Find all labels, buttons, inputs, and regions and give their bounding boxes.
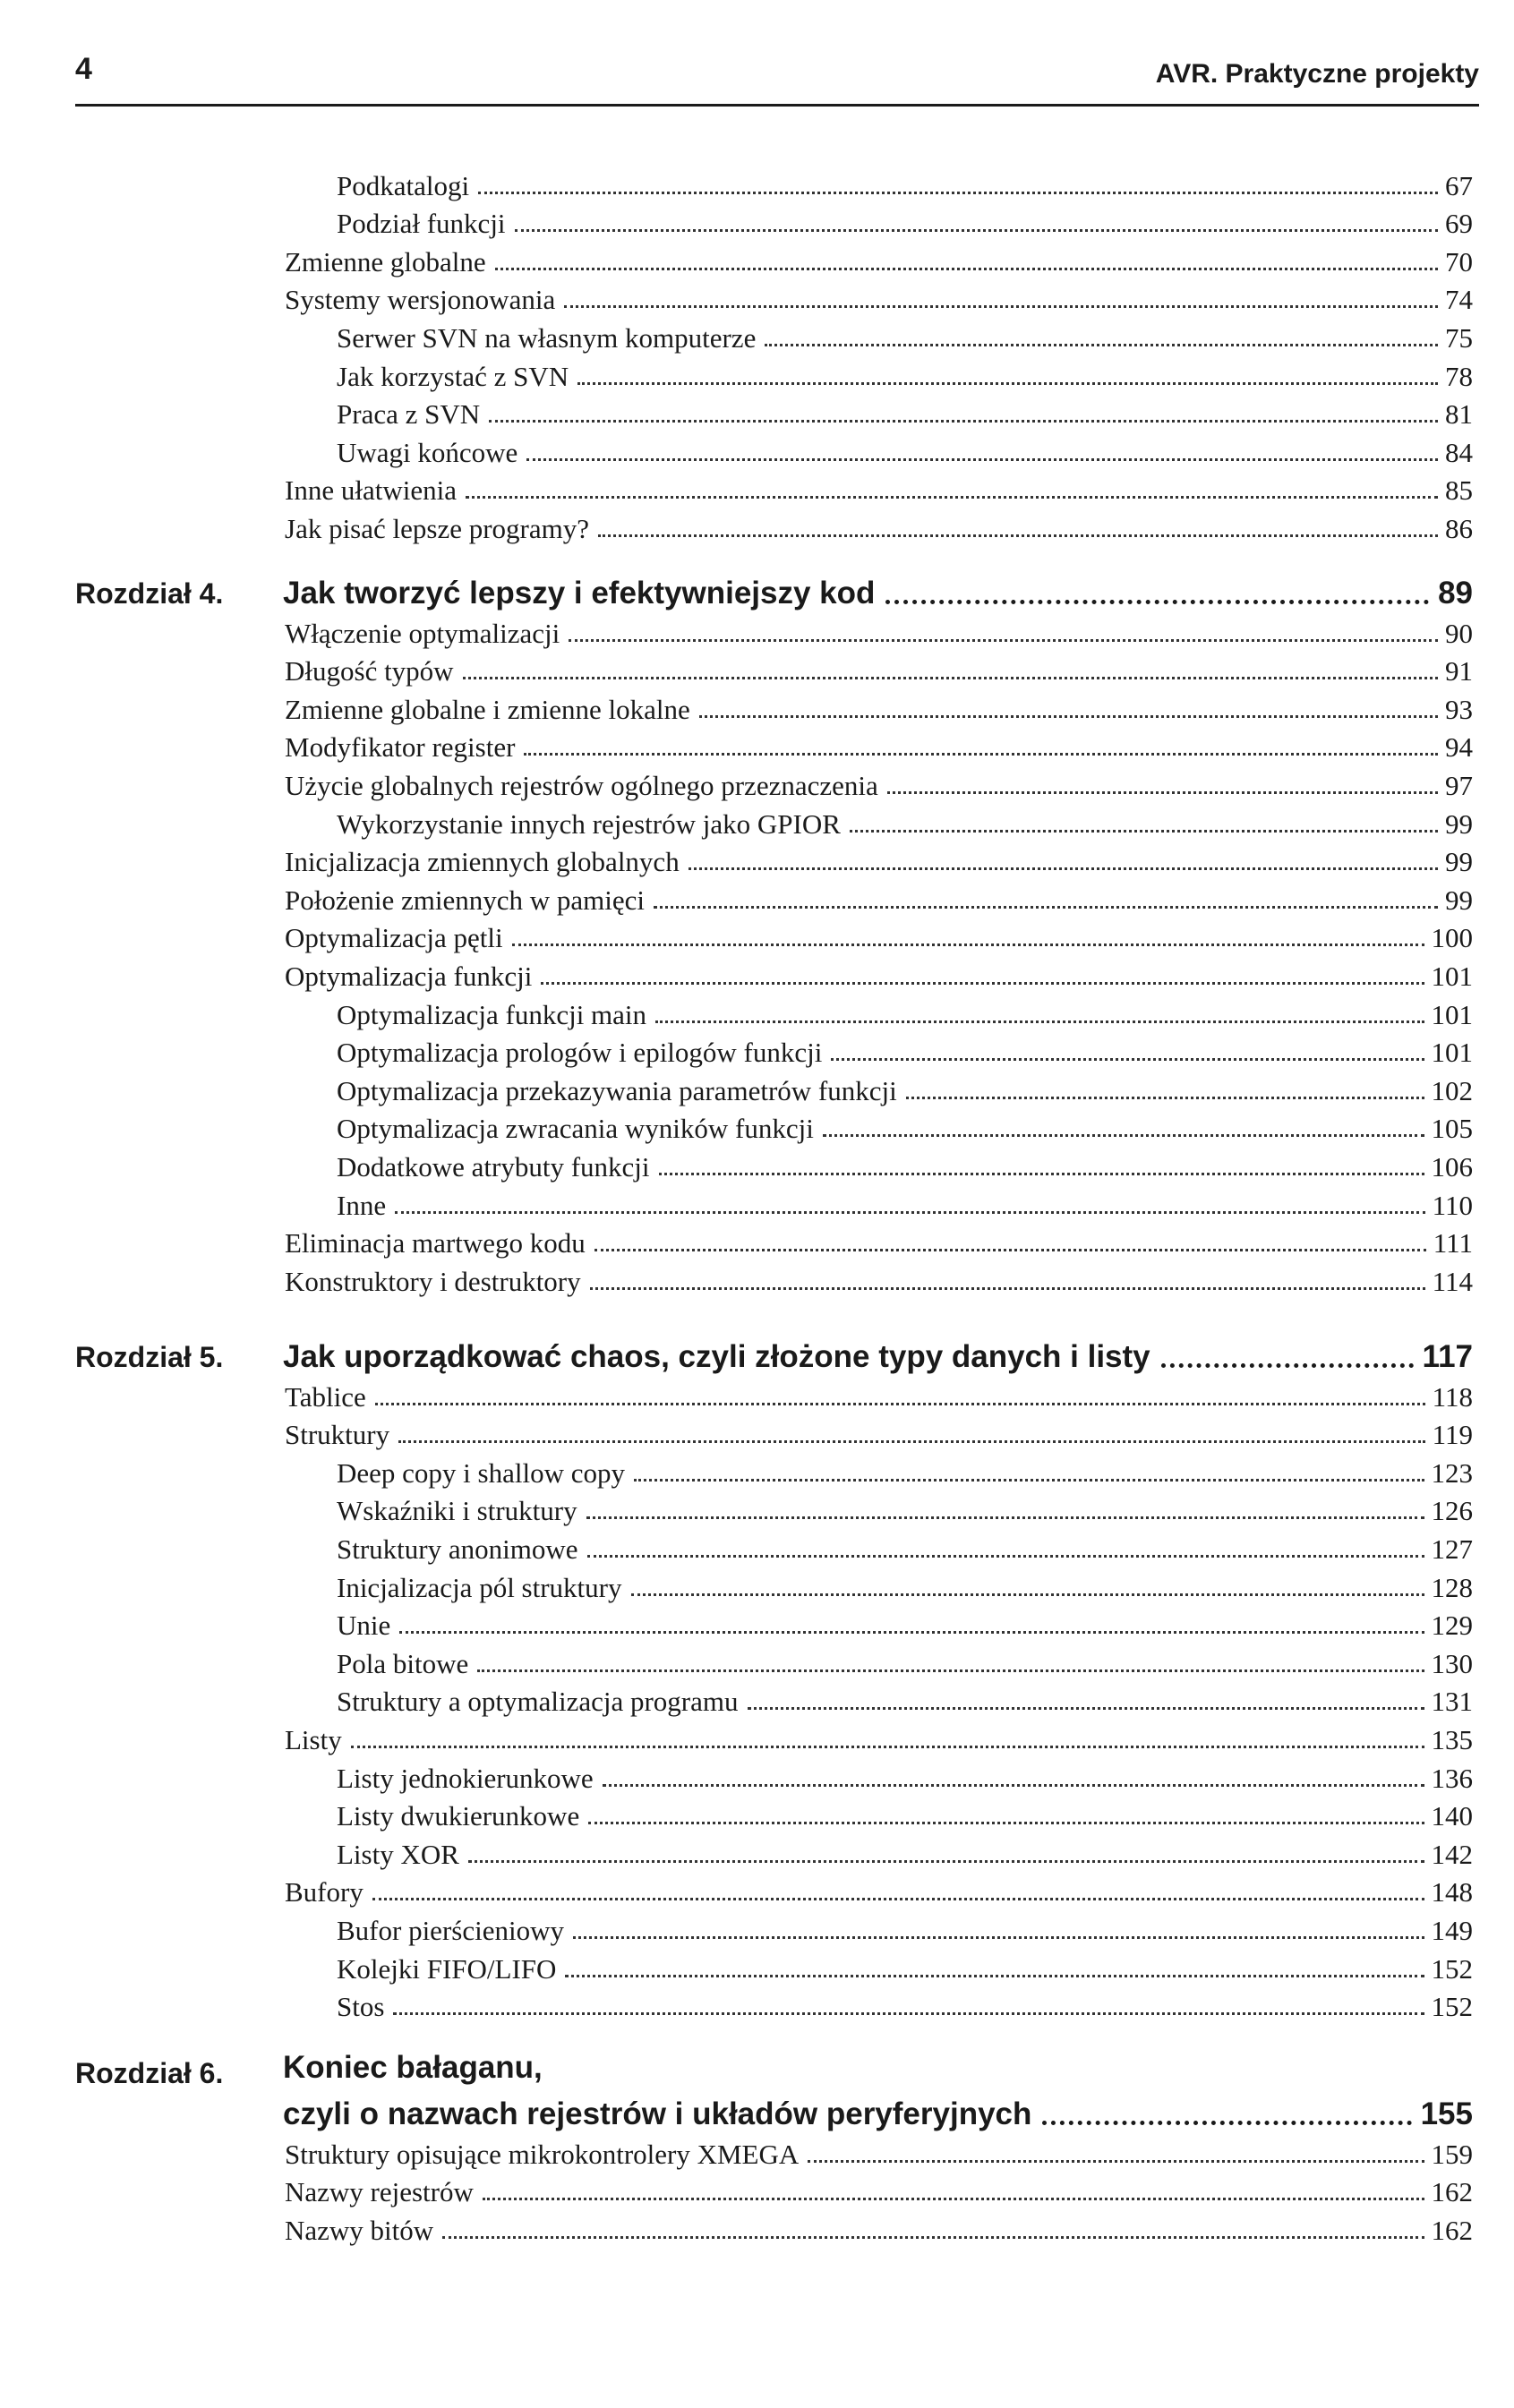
toc-entry-title: Optymalizacja funkcji main: [337, 998, 647, 1030]
toc-entry-page: 142: [1431, 1838, 1473, 1870]
toc-entry-page: 81: [1445, 398, 1473, 431]
toc-entry: [337, 1908, 1473, 1947]
toc-entry: [285, 1718, 1473, 1756]
toc-entry-title: Modyfikator register: [285, 731, 516, 764]
toc-entry: [285, 841, 1473, 879]
toc-entry-page: 106: [1431, 1150, 1473, 1183]
dot-leader: [831, 1058, 1424, 1061]
toc-entry: [337, 1566, 1473, 1604]
toc-entry-page: 101: [1431, 1037, 1473, 1069]
chapter-label: Rozdział 6.: [75, 2057, 224, 2089]
dot-leader: [887, 791, 1438, 794]
toc-entry-page: 94: [1445, 731, 1473, 764]
dot-leader: [631, 1593, 1424, 1596]
toc-entry-page: 74: [1445, 284, 1473, 316]
toc-entry-title: Listy jednokierunkowe: [337, 1762, 594, 1794]
toc-entry: [285, 611, 1473, 650]
toc-entry: [285, 278, 1473, 317]
toc-entry-page: 99: [1445, 846, 1473, 878]
dot-leader: [573, 1936, 1424, 1939]
toc-entry: [337, 202, 1473, 241]
toc-chapter: [0, 2050, 1514, 2247]
toc-entry-title: Stos: [337, 1991, 385, 2023]
toc-entry-page: 135: [1431, 1723, 1473, 1755]
toc-entry: [337, 393, 1473, 431]
chapter-title: [283, 570, 1473, 611]
toc-entry: [337, 1795, 1473, 1833]
toc-entry-title: Zmienne globalne i zmienne lokalne: [285, 693, 690, 725]
toc-entry: [337, 1107, 1473, 1146]
dot-leader: [515, 229, 1438, 232]
toc-entry: [285, 2208, 1473, 2247]
toc-entry-title: Struktury a optymalizacja programu: [337, 1686, 739, 1718]
toc-entry-title: Optymalizacja przekazywania parametrów funkcji: [337, 1074, 897, 1106]
dot-leader: [765, 344, 1438, 346]
dot-leader: [906, 1097, 1424, 1099]
toc-entry-title: Jak korzystać z SVN: [337, 360, 569, 392]
toc-entry: [337, 354, 1473, 393]
toc-entry-page: 114: [1432, 1265, 1473, 1297]
chapter-title: [283, 2091, 1473, 2132]
toc-entry-page: 105: [1431, 1113, 1473, 1145]
dot-leader: [564, 305, 1438, 308]
toc-entry: [337, 1947, 1473, 1985]
toc-entry-title: Inne ułatwienia: [285, 474, 457, 507]
toc-entry-page: 126: [1431, 1495, 1473, 1527]
chapter-page: 117: [1422, 1339, 1473, 1374]
toc-entry-page: 159: [1431, 2138, 1473, 2170]
toc-entry-page: 111: [1433, 1227, 1473, 1260]
toc-entry-page: 127: [1431, 1533, 1473, 1565]
chapter-label: Rozdział 5.: [75, 1341, 224, 1373]
toc-entry-title: Zmienne globalne: [285, 245, 486, 278]
toc-entry-title: Nazwy bitów: [285, 2214, 434, 2246]
toc-entry-title: Deep copy i shallow copy: [337, 1456, 625, 1489]
dot-leader: [398, 1440, 1425, 1443]
toc-chapter: [0, 1334, 1514, 2023]
toc-entry-title: Wykorzystanie innych rejestrów jako GPIOR: [337, 807, 841, 840]
dot-leader: [659, 1173, 1424, 1175]
toc-entry-page: 152: [1431, 1991, 1473, 2023]
chapter-title-text: Jak tworzyć lepszy i efektywniejszy kod: [283, 576, 876, 611]
dot-leader: [477, 1669, 1424, 1672]
toc-entry: [337, 1985, 1473, 2024]
toc-entry: [337, 1069, 1473, 1107]
toc-entry: [285, 2171, 1473, 2209]
toc-entry-title: Włączenie optymalizacji: [285, 617, 560, 649]
dot-leader: [524, 753, 1438, 756]
dot-leader: [466, 496, 1438, 499]
toc-entry: [285, 726, 1473, 764]
toc-entry: [285, 878, 1473, 917]
dot-leader: [512, 944, 1424, 946]
toc-entry-title: Systemy wersjonowania: [285, 284, 556, 316]
toc-entry-page: 101: [1431, 960, 1473, 992]
toc-entry-title: Struktury opisujące mikrokontrolery XMEGA: [285, 2138, 800, 2170]
toc-entry: [285, 1871, 1473, 1909]
toc-entry: [285, 469, 1473, 508]
toc-entry: [337, 1642, 1473, 1680]
toc-chapter: [0, 570, 1514, 1298]
toc-entry: [337, 802, 1473, 841]
dot-leader: [569, 639, 1438, 642]
chapter-page: 155: [1420, 2096, 1473, 2131]
toc-continued-section: [0, 164, 1514, 545]
toc-entry-title: Jak pisać lepsze programy?: [285, 512, 590, 544]
toc-entry-page: 85: [1445, 474, 1473, 507]
toc-entry-title: Podkatalogi: [337, 169, 470, 201]
toc-entry: [337, 431, 1473, 469]
toc-entry-title: Wskaźniki i struktury: [337, 1495, 577, 1527]
toc-entry-title: Optymalizacja zwracania wyników funkcji: [337, 1113, 814, 1145]
dot-leader: [699, 715, 1438, 718]
toc-entry: [285, 1260, 1473, 1298]
dot-leader: [689, 867, 1438, 870]
toc-entry: [285, 1375, 1473, 1413]
toc-entry-page: 84: [1445, 436, 1473, 468]
toc-entry-page: 101: [1431, 998, 1473, 1030]
toc-entry-page: 86: [1445, 512, 1473, 544]
dot-leader: [351, 1746, 1424, 1748]
toc-entry: [337, 1527, 1473, 1566]
toc-entry-page: 123: [1431, 1456, 1473, 1489]
dot-leader: [748, 1707, 1424, 1710]
toc-entry-title: Podział funkcji: [337, 208, 506, 240]
toc-entry-title: Długość typów: [285, 655, 454, 687]
chapter-page: 89: [1438, 576, 1473, 611]
dot-leader: [1161, 1363, 1414, 1368]
toc-entry: [285, 917, 1473, 955]
toc-entry-title: Listy XOR: [337, 1838, 459, 1870]
toc-entry-title: Inicjalizacja zmiennych globalnych: [285, 846, 680, 878]
dot-leader: [1042, 2121, 1411, 2125]
toc-entry-title: Listy dwukierunkowe: [337, 1800, 580, 1832]
chapter-title: [283, 1334, 1473, 1375]
toc-entry-title: Inicjalizacja pól struktury: [337, 1571, 622, 1603]
toc-entry-title: Użycie globalnych rejestrów ogólnego przeznaczenia: [285, 769, 878, 801]
dot-leader: [598, 534, 1438, 537]
page-header: [75, 52, 1479, 107]
dot-leader: [634, 1479, 1424, 1482]
toc-entry-title: Dodatkowe atrybuty funkcji: [337, 1150, 650, 1183]
toc-entry: [337, 1451, 1473, 1490]
dot-leader: [463, 677, 1438, 679]
toc-entry-title: Kolejki FIFO/LIFO: [337, 1952, 557, 1985]
toc-entry-page: 129: [1431, 1610, 1473, 1642]
toc-entry-page: 97: [1445, 769, 1473, 801]
dot-leader: [594, 1249, 1426, 1251]
toc-entry-page: 102: [1431, 1074, 1473, 1106]
toc-entry-title: Eliminacja martwego kodu: [285, 1227, 586, 1260]
toc-entry: [337, 1145, 1473, 1183]
toc-entry-page: 118: [1432, 1380, 1473, 1413]
toc-entry-page: 99: [1445, 807, 1473, 840]
toc-entry: [285, 1222, 1473, 1260]
dot-leader: [442, 2236, 1424, 2239]
dot-leader: [483, 2198, 1424, 2200]
dot-leader: [468, 1860, 1424, 1863]
toc-entry-page: 67: [1445, 169, 1473, 201]
toc-entry-title: Konstruktory i destruktory: [285, 1265, 581, 1297]
toc-entry-title: Nazwy rejestrów: [285, 2176, 474, 2208]
dot-leader: [808, 2160, 1424, 2163]
toc-entry-page: 93: [1445, 693, 1473, 725]
toc-entry: [285, 650, 1473, 688]
toc-entry-page: 149: [1431, 1914, 1473, 1946]
chapter-title-text: czyli o nazwach rejestrów i układów peryferyjnych: [283, 2096, 1032, 2131]
chapter-title-text: Jak uporządkować chaos, czyli złożone typy danych i listy: [283, 1339, 1150, 1374]
toc-entry: [285, 507, 1473, 545]
toc-entry: [337, 1183, 1473, 1222]
toc-entry-title: Praca z SVN: [337, 398, 481, 431]
dot-leader: [850, 830, 1438, 833]
toc-entry-title: Optymalizacja funkcji: [285, 960, 533, 992]
toc-entry-page: 119: [1432, 1419, 1473, 1451]
toc-entry-page: 136: [1431, 1762, 1473, 1794]
toc-entry-page: 162: [1431, 2176, 1473, 2208]
toc-entry: [285, 764, 1473, 802]
toc-entry-page: 91: [1445, 655, 1473, 687]
dot-leader: [541, 982, 1424, 985]
toc-entry-title: Struktury anonimowe: [337, 1533, 578, 1565]
dot-leader: [372, 1898, 1424, 1900]
toc-entry: [337, 1680, 1473, 1719]
toc-entry-title: Struktury: [285, 1419, 390, 1451]
dot-leader: [393, 2012, 1424, 2015]
toc-entry-title: Uwagi końcowe: [337, 436, 518, 468]
chapter-title-line: Koniec bałaganu,: [283, 2050, 543, 2085]
toc-entry: [337, 1031, 1473, 1070]
toc-entry-title: Pola bitowe: [337, 1647, 469, 1679]
toc-entry: [337, 316, 1473, 354]
toc-entry-page: 69: [1445, 208, 1473, 240]
toc-entry: [337, 1490, 1473, 1528]
toc-entry: [337, 164, 1473, 202]
toc-entry: [337, 1832, 1473, 1871]
dot-leader: [489, 420, 1438, 423]
chapter-label: Rozdział 4.: [75, 577, 224, 610]
toc-entry-page: 110: [1432, 1189, 1473, 1221]
toc-entry-title: Listy: [285, 1723, 342, 1755]
dot-leader: [588, 1822, 1424, 1824]
toc-entry-title: Tablice: [285, 1380, 366, 1413]
toc-entry-page: 90: [1445, 617, 1473, 649]
dot-leader: [395, 1211, 1425, 1214]
toc-entry-title: Unie: [337, 1610, 391, 1642]
toc-entry: [285, 687, 1473, 726]
dot-leader: [655, 1020, 1424, 1023]
dot-leader: [399, 1631, 1424, 1634]
toc-entry-title: Bufory: [285, 1876, 364, 1908]
toc-entry: [337, 1756, 1473, 1795]
toc-entry-title: Optymalizacja pętli: [285, 922, 503, 954]
dot-leader: [603, 1784, 1424, 1787]
toc-entry-page: 162: [1431, 2214, 1473, 2246]
dot-leader: [885, 600, 1429, 604]
toc-entry-page: 70: [1445, 245, 1473, 278]
toc-entry: [285, 954, 1473, 993]
dot-leader: [478, 192, 1438, 194]
toc-entry-page: 99: [1445, 884, 1473, 916]
toc-entry-page: 75: [1445, 321, 1473, 354]
dot-leader: [526, 458, 1438, 461]
toc-entry-page: 131: [1431, 1686, 1473, 1718]
toc-entry: [337, 993, 1473, 1031]
toc-entry: [285, 1413, 1473, 1452]
dot-leader: [375, 1403, 1425, 1405]
dot-leader: [823, 1134, 1424, 1137]
toc-entry-title: Bufor pierścieniowy: [337, 1914, 564, 1946]
toc-entry-title: Optymalizacja prologów i epilogów funkcji: [337, 1037, 823, 1069]
toc-entry-page: 152: [1431, 1952, 1473, 1985]
page-number: 4: [75, 52, 92, 86]
dot-leader: [590, 1287, 1425, 1290]
toc-entry-title: Położenie zmiennych w pamięci: [285, 884, 646, 916]
dot-leader: [654, 906, 1438, 909]
dot-leader: [577, 382, 1438, 385]
toc-entry-page: 78: [1445, 360, 1473, 392]
running-title: AVR. Praktyczne projekty: [1155, 59, 1479, 89]
toc-entry-page: 100: [1431, 922, 1473, 954]
toc-entry: [337, 1604, 1473, 1643]
dot-leader: [565, 1975, 1424, 1977]
toc-entry-title: Serwer SVN na własnym komputerze: [337, 321, 757, 354]
toc-entry-page: 148: [1431, 1876, 1473, 1908]
toc-entry-page: 130: [1431, 1647, 1473, 1679]
dot-leader: [495, 268, 1438, 270]
toc-entry-page: 140: [1431, 1800, 1473, 1832]
dot-leader: [586, 1516, 1424, 1519]
toc-entry: [285, 2132, 1473, 2171]
toc-entry-page: 128: [1431, 1571, 1473, 1603]
toc-entry-title: Inne: [337, 1189, 387, 1221]
toc-entry: [285, 240, 1473, 278]
dot-leader: [587, 1555, 1424, 1558]
